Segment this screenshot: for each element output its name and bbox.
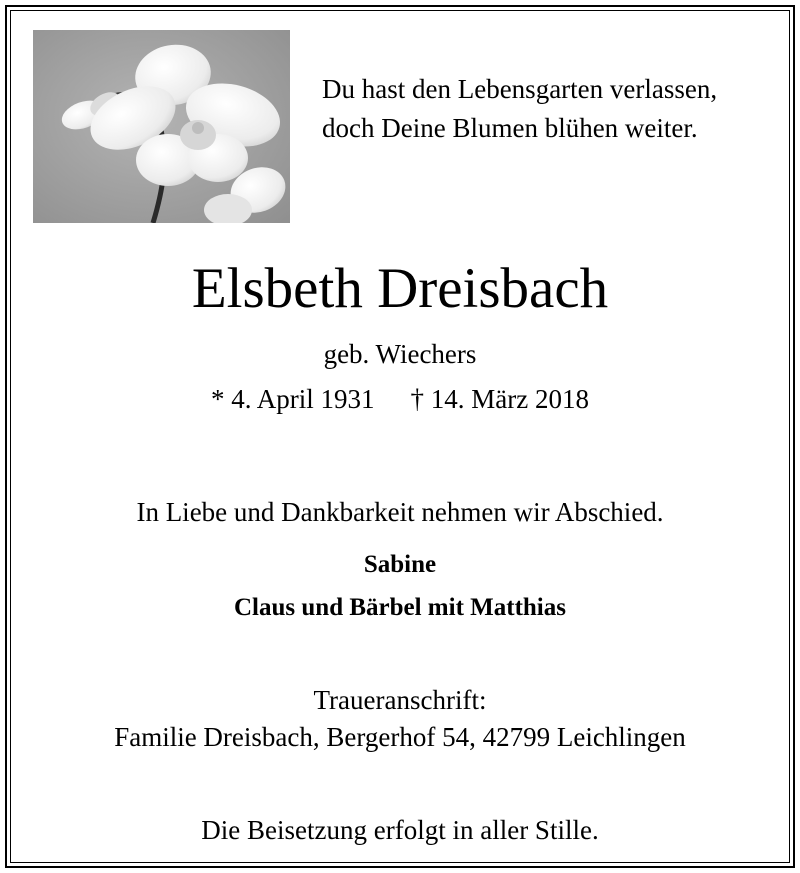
address-label: Traueranschrift: xyxy=(313,685,487,715)
burial-note: Die Beisetzung erfolgt in aller Stille. xyxy=(201,815,599,845)
deceased-name: Elsbeth Dreisbach xyxy=(191,257,609,320)
poem-quote xyxy=(322,70,717,148)
death-date: † 14. März 2018 xyxy=(410,384,589,414)
birth-date: * 4. April 1931 xyxy=(211,384,375,414)
mourner-name: Claus und Bärbel mit Matthias xyxy=(234,594,566,621)
mourning-address: Familie Dreisbach, Bergerhof 54, 42799 Leichlingen xyxy=(114,722,686,752)
farewell-text: In Liebe und Dankbarkeit nehmen wir Abschied. xyxy=(136,497,664,527)
orchid-photo xyxy=(33,30,290,223)
life-dates xyxy=(0,381,800,417)
orchid-column xyxy=(192,122,204,134)
poem-line: doch Deine Blumen blühen weiter. xyxy=(322,113,698,143)
poem-line: Du hast den Lebensgarten verlassen, xyxy=(322,74,718,104)
maiden-name: geb. Wiechers xyxy=(323,339,477,369)
mourner-name: Sabine xyxy=(363,551,437,578)
